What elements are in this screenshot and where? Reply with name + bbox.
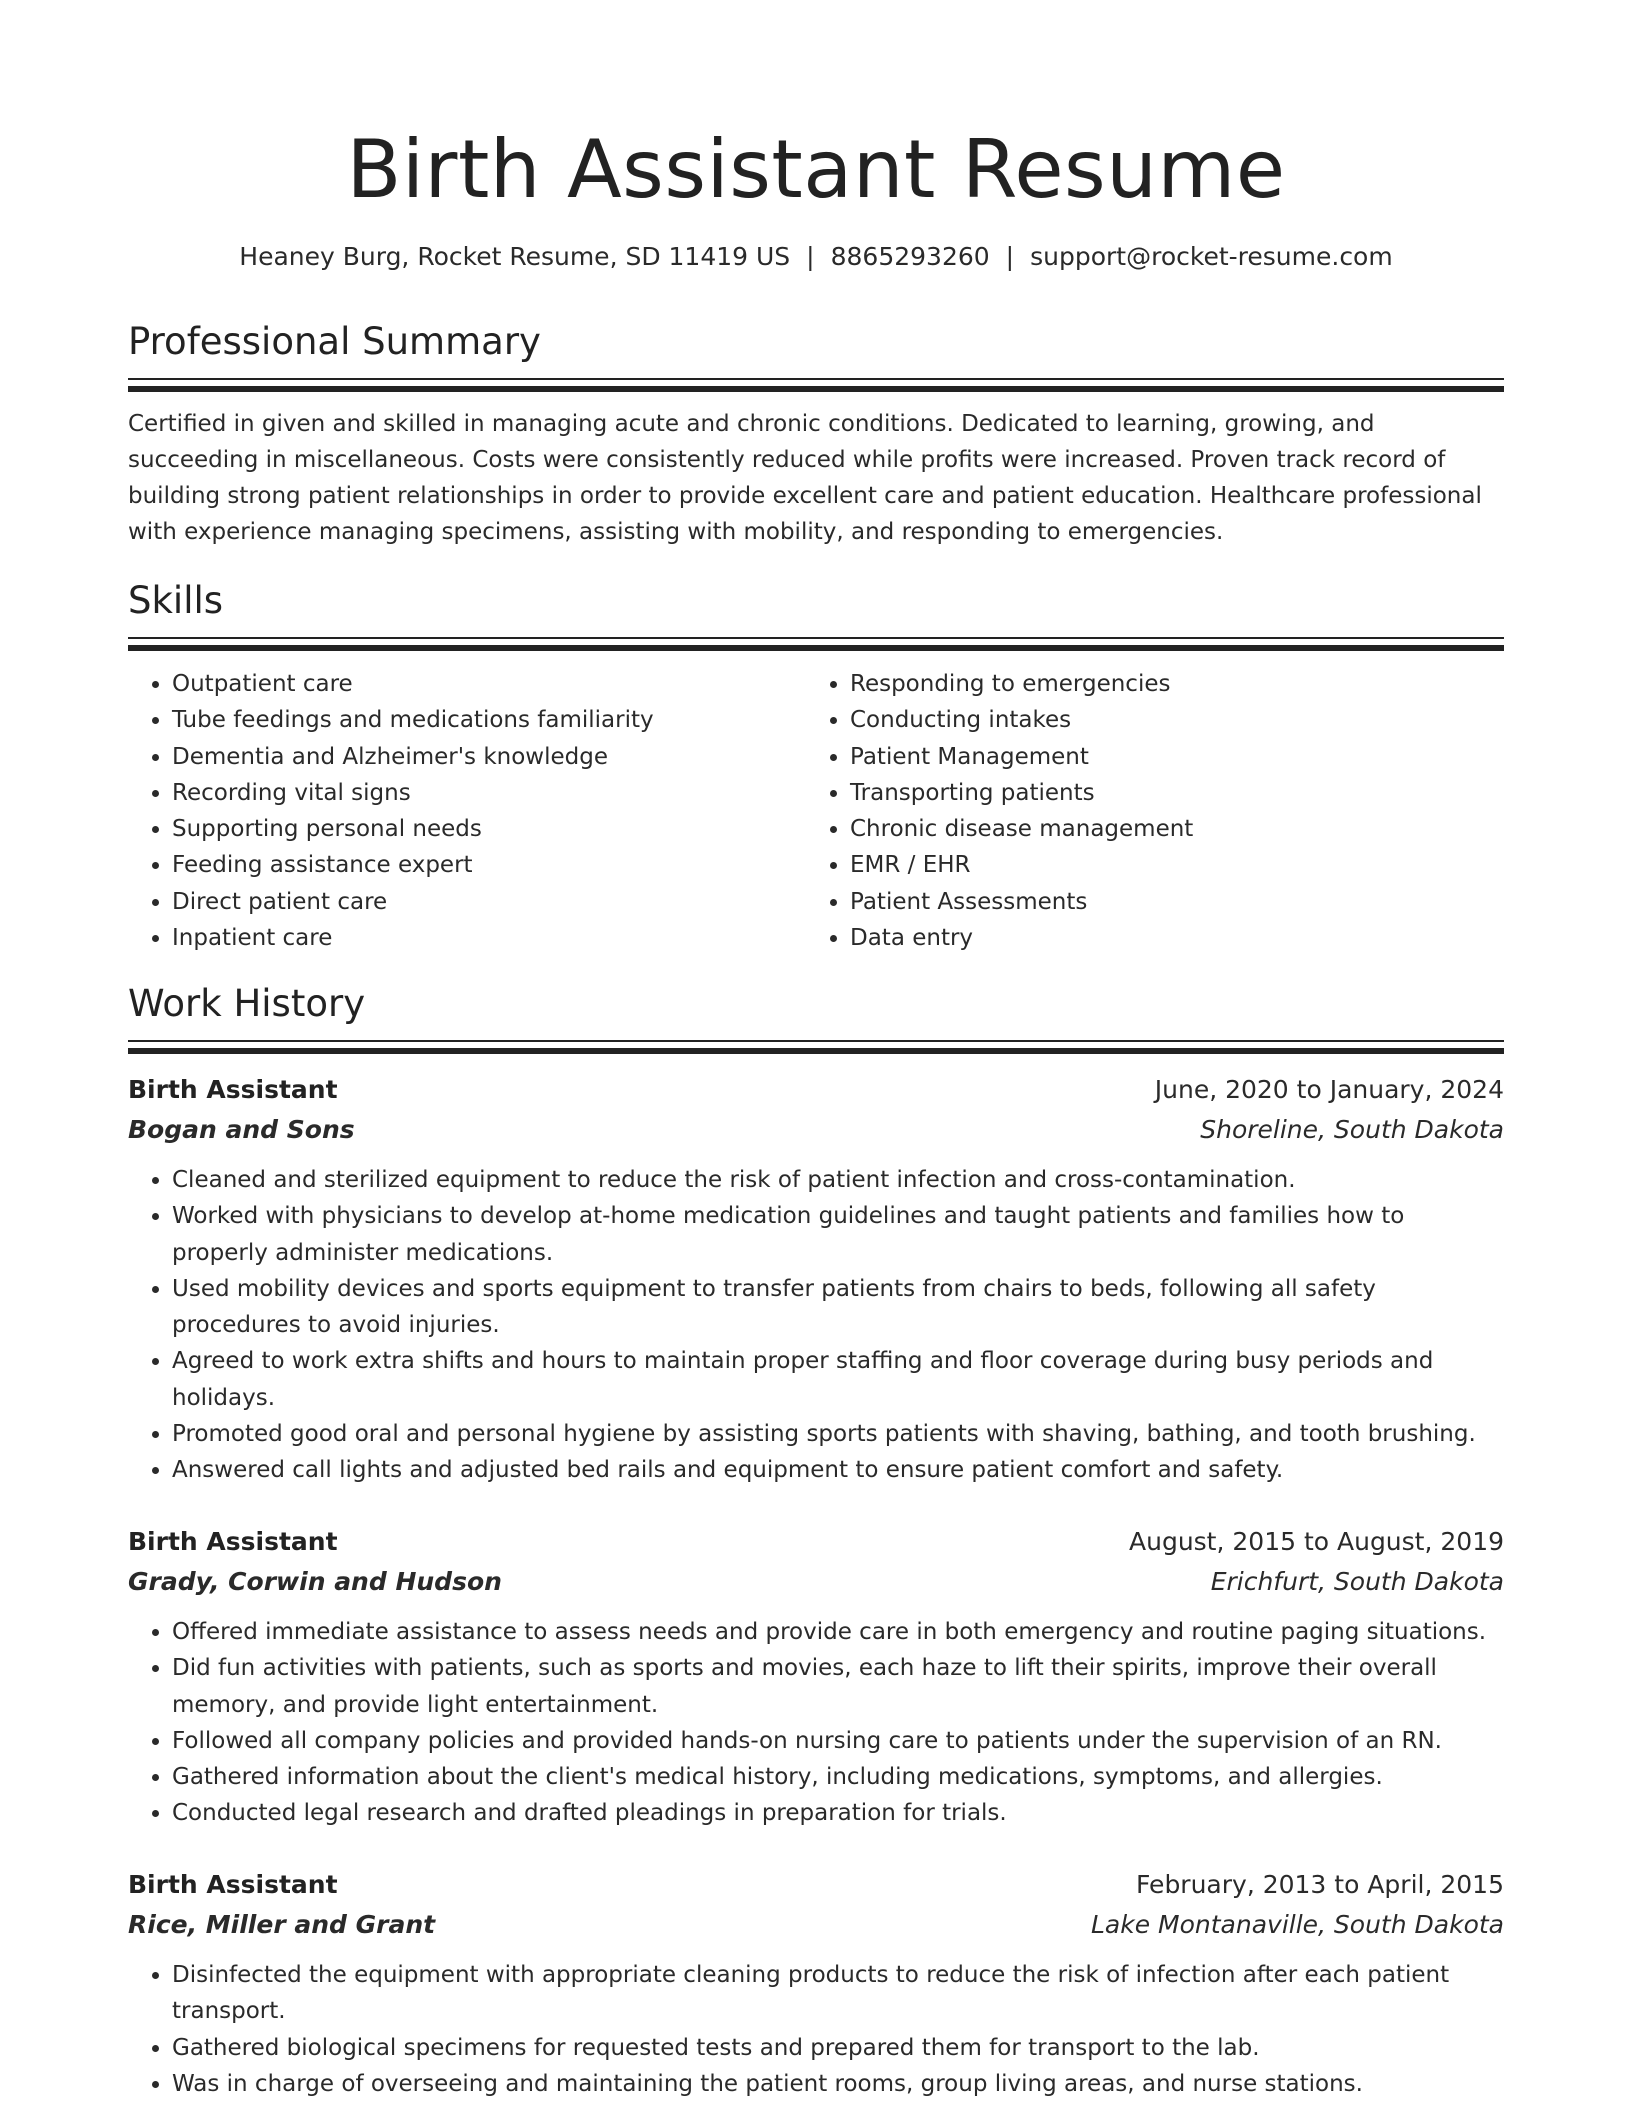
- job-entry: [128, 1522, 1504, 1832]
- skills-list: [128, 666, 1504, 956]
- work-history-divider: [128, 1040, 1504, 1054]
- job-dates: June, 2020 to January, 2024: [1154, 1075, 1504, 1104]
- job-bullet: • Agreed to work extra shifts and hours to maintain proper staffing and floor coverage during busy periods and holidays.: [172, 1343, 1504, 1416]
- skill-item: • Conducting intakes: [850, 702, 1484, 738]
- job-bullet: • Used mobility devices and sports equipment to transfer patients from chairs to beds, following all safety procedures to avoid injuries.: [172, 1271, 1504, 1344]
- job-bullet: • Followed all company policies and provided hands-on nursing care to patients under the supervision of an RN.: [172, 1723, 1504, 1759]
- job-title: Birth Assistant: [128, 1870, 338, 1899]
- contact-phone: 8865293260: [830, 242, 990, 271]
- contact-address: Heaney Burg, Rocket Resume, SD 11419 US: [239, 242, 791, 271]
- skill-item: • Outpatient care: [172, 666, 806, 702]
- job-dates: February, 2013 to April, 2015: [1136, 1870, 1504, 1899]
- job-dates: August, 2015 to August, 2019: [1129, 1527, 1504, 1556]
- contact-separator: |: [806, 242, 815, 271]
- job-location: Shoreline, South Dakota: [1200, 1115, 1504, 1144]
- job-company: Bogan and Sons: [128, 1115, 355, 1144]
- job-bullet: • Did fun activities with patients, such as sports and movies, each haze to lift their spirits, improve their overall memory, and provide light entertainment.: [172, 1650, 1504, 1723]
- contact-separator: |: [1005, 242, 1015, 271]
- skills-heading: Skills: [128, 579, 224, 622]
- resume-title: Birth Assistant Resume: [346, 123, 1286, 216]
- skill-item: • Dementia and Alzheimer's knowledge: [172, 739, 806, 775]
- skill-item: • Chronic disease management: [850, 811, 1484, 847]
- job-bullet: • Cleaned and sterilized equipment to reduce the risk of patient infection and cross-contamination.: [172, 1162, 1504, 1198]
- skills-column-right: [806, 666, 1484, 956]
- job-bullet: • Gathered information about the client's medical history, including medications, symptoms, and allergies.: [172, 1759, 1504, 1795]
- job-bullet: • Was in charge of overseeing and maintaining the patient rooms, group living areas, and nurse stations.: [172, 2066, 1504, 2102]
- job-bullets: [128, 1957, 1504, 2102]
- job-bullet: • Answered call lights and adjusted bed rails and equipment to ensure patient comfort and safety.: [172, 1452, 1504, 1488]
- job-entry: [128, 1070, 1504, 1489]
- job-bullet: • Gathered biological specimens for requested tests and prepared them for transport to the lab.: [172, 2030, 1504, 2066]
- job-bullets: [128, 1162, 1504, 1489]
- skill-item: • Transporting patients: [850, 775, 1484, 811]
- summary-divider: [128, 378, 1504, 392]
- summary-text: Certified in given and skilled in managing acute and chronic conditions. Dedicated to learning, growing, and succeeding in miscellaneous. Costs were consistently reduced while profits were increased. Proven track record of building strong patient relationships in order to provide excellent care and patient education. Healthcare professional with experience managing specimens, assisting with mobility, and responding to emergencies.: [128, 411, 1482, 545]
- skill-item: • Inpatient care: [172, 920, 806, 956]
- job-bullet: • Disinfected the equipment with appropriate cleaning products to reduce the risk of infection after each patient transport.: [172, 1957, 1504, 2030]
- job-bullet: • Conducted legal research and drafted pleadings in preparation for trials.: [172, 1795, 1504, 1831]
- job-bullet: • Worked with physicians to develop at-home medication guidelines and taught patients and families how to properly administer medications.: [172, 1198, 1504, 1271]
- skill-item: • Feeding assistance expert: [172, 847, 806, 883]
- skill-item: • Data entry: [850, 920, 1484, 956]
- skill-item: • Recording vital signs: [172, 775, 806, 811]
- job-entry: [128, 1865, 1504, 2102]
- job-location: Lake Montanaville, South Dakota: [1090, 1910, 1504, 1939]
- skills-divider: [128, 637, 1504, 651]
- job-location: Erichfurt, South Dakota: [1210, 1567, 1504, 1596]
- job-company: Grady, Corwin and Hudson: [128, 1567, 502, 1596]
- contact-line: [128, 237, 1504, 277]
- job-company: Rice, Miller and Grant: [128, 1910, 436, 1939]
- skill-item: • Tube feedings and medications familiarity: [172, 702, 806, 738]
- skill-item: • EMR / EHR: [850, 847, 1484, 883]
- skill-item: • Supporting personal needs: [172, 811, 806, 847]
- skills-column-left: [128, 666, 806, 956]
- skill-item: • Responding to emergencies: [850, 666, 1484, 702]
- work-history-heading: Work History: [128, 982, 366, 1025]
- job-bullets: [128, 1614, 1504, 1832]
- contact-email: support@rocket-resume.com: [1030, 242, 1393, 271]
- skill-item: • Patient Assessments: [850, 884, 1484, 920]
- skill-item: • Patient Management: [850, 739, 1484, 775]
- job-title: Birth Assistant: [128, 1075, 338, 1104]
- summary-heading: Professional Summary: [128, 320, 541, 363]
- job-bullet: • Promoted good oral and personal hygiene by assisting sports patients with shaving, bathing, and tooth brushing.: [172, 1416, 1504, 1452]
- job-bullet: • Offered immediate assistance to assess needs and provide care in both emergency and routine paging situations.: [172, 1614, 1504, 1650]
- skill-item: • Direct patient care: [172, 884, 806, 920]
- job-title: Birth Assistant: [128, 1527, 338, 1556]
